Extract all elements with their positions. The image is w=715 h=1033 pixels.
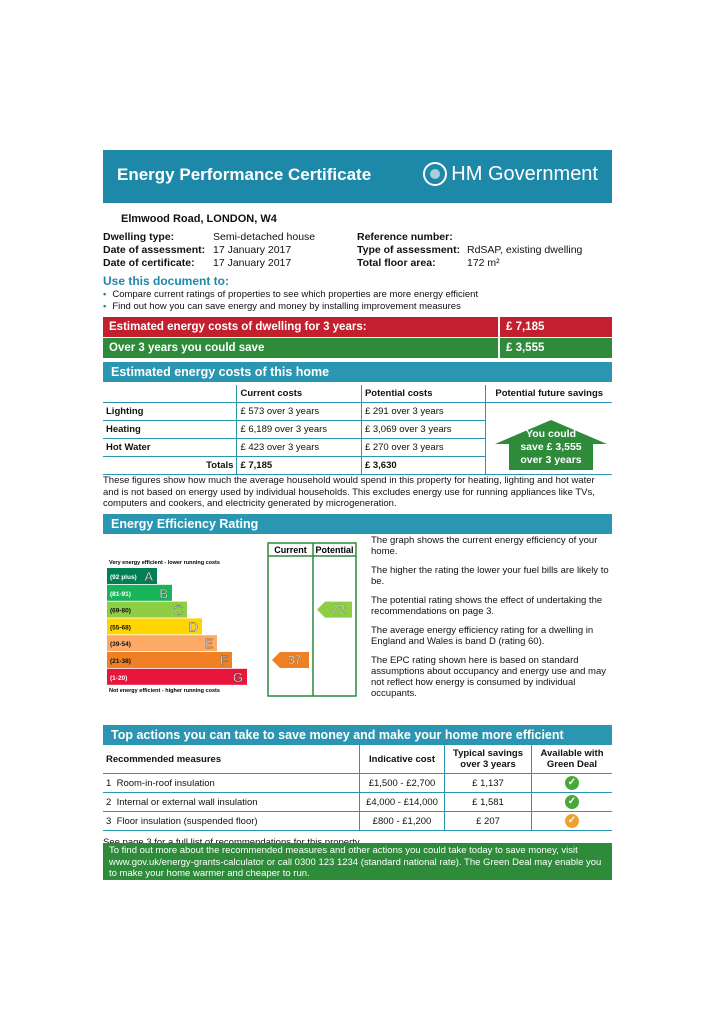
band-letter: F [220, 653, 228, 668]
check-icon: ✓ [565, 795, 579, 809]
estimated-cost-bar [103, 317, 612, 337]
savings-arrow-line: save £ 3,555 [520, 441, 582, 453]
savings-arrow-line: over 3 years [520, 454, 582, 466]
inefficient-note: Not energy efficient - higher running costs [109, 688, 220, 694]
rating-explanation [371, 535, 616, 707]
band-range: (21-38) [110, 658, 131, 665]
band-range: (92 plus) [110, 574, 137, 581]
actions-header-cost: Indicative cost [360, 745, 445, 774]
band-range: (81-91) [110, 590, 131, 598]
check-icon: ✓ [565, 776, 579, 790]
current-rating-value: 37 [287, 653, 302, 667]
table-row: Lighting £ 573 over 3 years £ 291 over 3 years [103, 403, 612, 421]
savings-label: Over 3 years you could save [103, 338, 498, 358]
rating-section-title: Energy Efficiency Rating [103, 514, 612, 534]
dwelling-type: Semi-detached house [213, 231, 316, 243]
costs-note: These figures show how much the average household would spend in this property for heating, lighting and hot water and is not based on energy used by individual households. This excludes energy use for running appliances like TVs, computers and cookers, and electricity generated by microgeneration. [103, 475, 595, 509]
rating-paragraph: The EPC rating shown here is based on standard assumptions about occupancy and energy use and may not reflect how energy is consumed by individual occupants. [371, 655, 607, 699]
estimated-cost-label: Estimated energy costs of dwelling for 3 years: [103, 317, 498, 337]
crest-icon [423, 162, 447, 186]
chart-frame [268, 543, 356, 696]
use-document-list [103, 289, 478, 313]
savings-arrow-line: You could [526, 428, 576, 440]
actions-section-title: Top actions you can take to save money and make your home more efficient [103, 725, 612, 745]
band-letter: A [144, 569, 153, 584]
costs-section-title: Estimated energy costs of this home [103, 362, 612, 382]
certificate-date-label: Date of certificate: [103, 257, 195, 269]
current-column-label: Current [274, 545, 307, 555]
band-range: (39-54) [110, 641, 131, 649]
header-bar [103, 150, 612, 203]
page-title: Energy Performance Certificate [117, 165, 372, 184]
savings-bar [103, 338, 612, 358]
table-row: Hot Water £ 423 over 3 years £ 270 over 3 years [103, 439, 612, 457]
actions-section [103, 725, 612, 848]
efficient-note: Very energy efficient - lower running costs [109, 560, 220, 566]
savings-arrow [495, 420, 607, 470]
dwelling-type-label: Dwelling type: [103, 231, 175, 243]
potential-rating-value: 72 [331, 602, 346, 617]
rating-paragraph: The higher the rating the lower your fuel bills are likely to be. [371, 565, 609, 587]
costs-header-current: Current costs [237, 385, 361, 403]
check-icon: ✓ [565, 814, 579, 828]
assessment-date-label: Date of assessment: [103, 244, 206, 256]
costs-header-potential: Potential costs [361, 385, 486, 403]
assessment-type: RdSAP, existing dwelling [467, 244, 583, 256]
floor-area-label: Total floor area: [357, 257, 436, 269]
band-letter: B [159, 585, 168, 601]
estimated-cost-value: £ 7,185 [500, 317, 612, 337]
energy-rating-chart [103, 540, 358, 700]
band-range: (55-68) [110, 624, 131, 632]
logo-text: HM Government [451, 162, 598, 185]
green-deal-footer: To find out more about the recommended measures and other actions you could take today to save money, visit www.gov.uk/energy-grants-calculator or call 0300 123 1234 (standard national rate). The Green Deal may enable you to make your home warmer and cheaper to run. [103, 843, 612, 880]
list-item: • Compare current ratings of properties to see which properties are more energy efficient [103, 289, 479, 300]
totals-row: Totals £ 7,185 £ 3,630 [103, 457, 612, 475]
assessment-date: 17 January 2017 [213, 244, 292, 256]
table-row: 2 Internal or external wall insulation £4,000 - £14,000 £ 1,581 ✓ [103, 793, 612, 812]
costs-header-savings: Potential future savings [486, 385, 612, 403]
table-row: 3 Floor insulation (suspended floor) £800 - £1,200 £ 207 ✓ [103, 812, 612, 831]
rating-chart-svg [103, 540, 358, 700]
table-row: 1 Room-in-roof insulation £1,500 - £2,700 £ 1,137 ✓ [103, 774, 612, 793]
actions-header-measure: Recommended measures [103, 745, 360, 774]
potential-column-label: Potential [315, 545, 354, 555]
rating-paragraph: The average energy efficiency rating for a dwelling in England and Wales is band D (rating 60). [371, 625, 594, 647]
details-right [357, 231, 582, 269]
rating-band-g [107, 669, 247, 685]
band-letter: G [232, 669, 243, 685]
savings-value: £ 3,555 [500, 338, 612, 358]
band-letter: D [188, 619, 198, 635]
actions-table [103, 745, 612, 831]
use-document-title: Use this document to: [103, 274, 230, 288]
rating-paragraph: The graph shows the current energy efficiency of your home. [371, 535, 598, 557]
list-item: • Find out how you can save energy and money by installing improvement measures [103, 301, 461, 312]
band-letter: C [173, 602, 183, 618]
certificate-date: 17 January 2017 [213, 257, 292, 269]
rating-paragraph: The potential rating shows the effect of undertaking the recommendations on page 3. [371, 595, 603, 617]
band-range: (69-80) [110, 607, 131, 615]
assessment-type-label: Type of assessment: [357, 244, 461, 256]
details-left [103, 231, 315, 269]
costs-header-blank [103, 385, 237, 403]
property-address: Elmwood Road, LONDON, W4 [121, 213, 277, 225]
floor-area: 172 m² [467, 257, 500, 269]
table-row: Heating £ 6,189 over 3 years £ 3,069 over 3 years [103, 421, 612, 439]
band-range: (1-20) [110, 674, 128, 682]
band-letter: E [204, 636, 213, 652]
actions-header-saving: Typical savings over 3 years [445, 745, 532, 774]
reference-label: Reference number: [357, 231, 453, 243]
actions-header-greendeal: Available with Green Deal [532, 745, 613, 774]
hm-government-logo [423, 162, 598, 186]
